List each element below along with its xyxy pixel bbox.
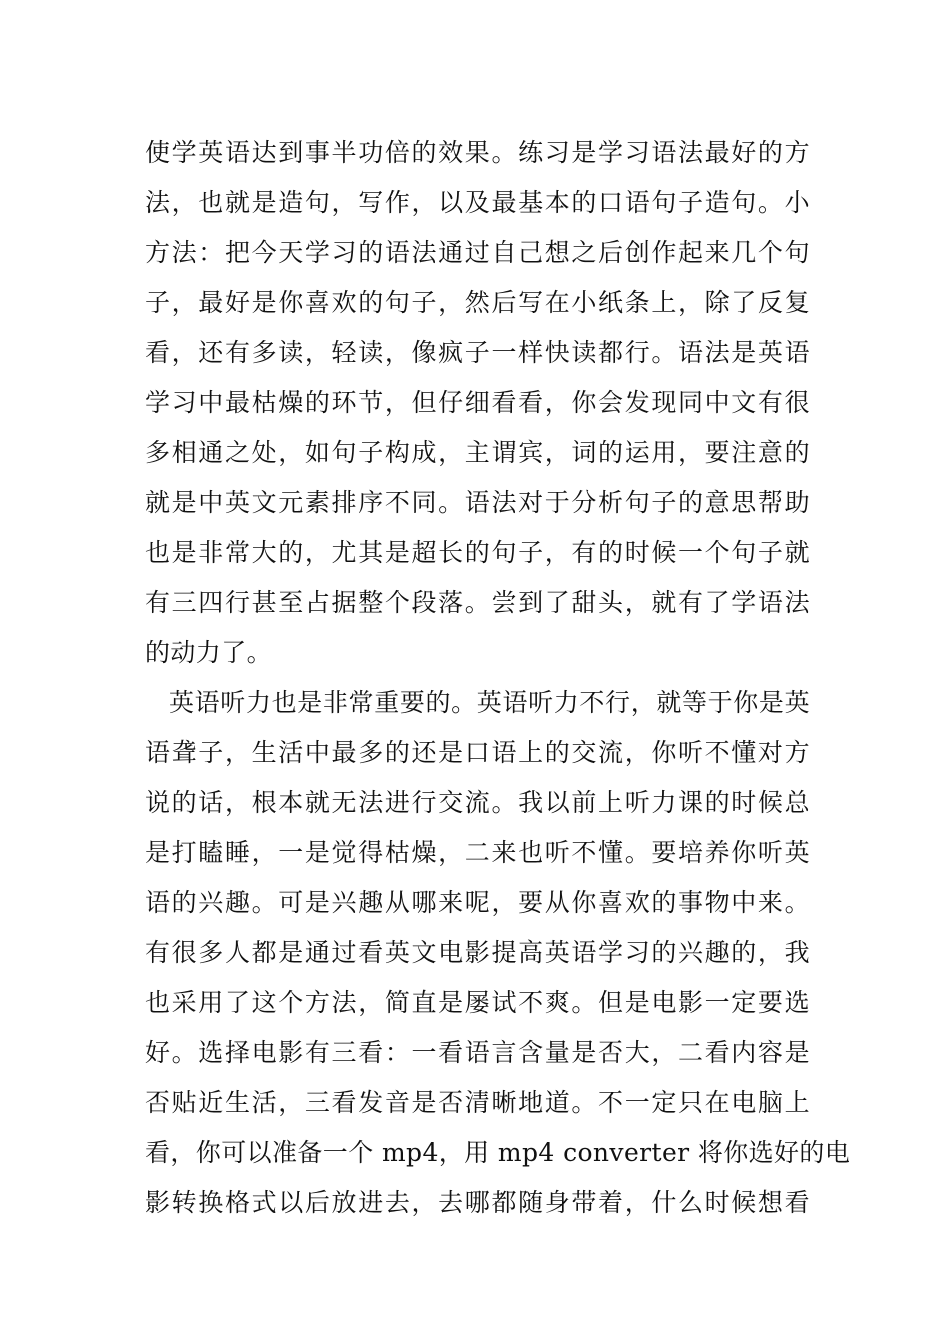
text-line: 语的兴趣。可是兴趣从哪来呢，要从你喜欢的事物中来。 xyxy=(145,888,810,917)
text-line: 子，最好是你喜欢的句子，然后写在小纸条上，除了反复 xyxy=(145,288,810,317)
text-line: 的动力了。 xyxy=(145,638,273,667)
document-body xyxy=(145,128,851,1228)
text-line: 就是中英文元素排序不同。语法对于分析句子的意思帮助 xyxy=(145,488,810,517)
text-line: 语聋子，生活中最多的还是口语上的交流，你听不懂对方 xyxy=(145,738,810,767)
text-line: 多相通之处，如句子构成，主谓宾，词的运用，要注意的 xyxy=(145,438,810,467)
text-line: 有很多人都是通过看英文电影提高英语学习的兴趣的，我 xyxy=(145,938,810,967)
text-line: 学习中最枯燥的环节，但仔细看看，你会发现同中文有很 xyxy=(145,388,810,417)
text-line: 也采用了这个方法，简直是屡试不爽。但是电影一定要选 xyxy=(145,988,810,1017)
text-line: 也是非常大的，尤其是超长的句子，有的时候一个句子就 xyxy=(145,538,810,567)
text-line: 好。选择电影有三看：一看语言含量是否大，二看内容是 xyxy=(145,1038,810,1067)
paragraph-2 xyxy=(145,678,851,1228)
text-line: 方法：把今天学习的语法通过自己想之后创作起来几个句 xyxy=(145,238,810,267)
text-line: 看，你可以准备一个 mp4，用 mp4 converter 将你选好的电 xyxy=(145,1138,851,1167)
text-line: 有三四行甚至占据整个段落。尝到了甜头，就有了学语法 xyxy=(145,588,810,617)
text-line: 影转换格式以后放进去，去哪都随身带着，什么时候想看 xyxy=(145,1188,810,1217)
text-line: 是打瞌睡，一是觉得枯燥，二来也听不懂。要培养你听英 xyxy=(145,838,810,867)
text-line: 说的话，根本就无法进行交流。我以前上听力课的时候总 xyxy=(145,788,810,817)
text-line: 否贴近生活，三看发音是否清晰地道。不一定只在电脑上 xyxy=(145,1088,810,1117)
text-line: 英语听力也是非常重要的。英语听力不行，就等于你是英 xyxy=(169,688,810,717)
paragraph-1 xyxy=(145,128,810,678)
text-line: 使学英语达到事半功倍的效果。练习是学习语法最好的方 xyxy=(145,138,810,167)
text-line: 法，也就是造句，写作，以及最基本的口语句子造句。小 xyxy=(145,188,810,217)
text-line: 看，还有多读，轻读，像疯子一样快读都行。语法是英语 xyxy=(145,338,810,367)
